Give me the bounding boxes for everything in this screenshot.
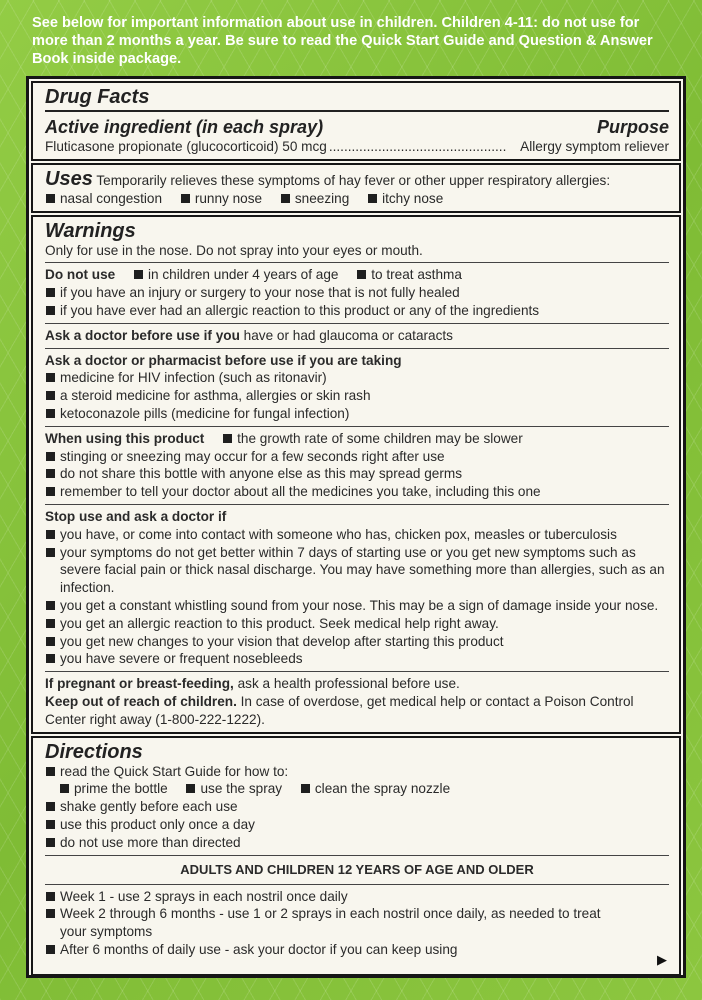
bullet-icon	[46, 654, 55, 663]
direction-item: do not use more than directed	[60, 834, 241, 850]
bullet-icon	[46, 820, 55, 829]
warning-item: you get new changes to your vision that develop after starting this product	[60, 633, 504, 649]
keep-out-text: In case of overdose, get medical help or contact a Poison Control Center right away (1-800-222-1222).	[45, 693, 634, 727]
purpose-text: Allergy symptom reliever	[520, 139, 669, 154]
pregnant-label: If pregnant or breast-feeding,	[45, 676, 234, 692]
bullet-icon	[46, 391, 55, 400]
bullet-icon	[46, 548, 55, 557]
warning-item: if you have ever had an allergic reaction to this product or any of the ingredients	[60, 302, 540, 318]
warnings-heading: Warnings	[45, 219, 136, 242]
bullet-icon	[301, 784, 310, 793]
ask-doctor-block	[45, 327, 669, 345]
warnings-section	[31, 215, 681, 734]
ask-pharmacist-block	[45, 352, 669, 423]
bullet-icon	[46, 909, 55, 918]
bullet-icon	[46, 452, 55, 461]
bullet-icon	[46, 530, 55, 539]
adult-direction-item: After 6 months of daily use - ask your doctor if you can keep using	[60, 941, 458, 957]
adult-direction-item: Week 2 through 6 months - use 1 or 2 sprays in each nostril once daily, as needed to treat your symptoms	[60, 906, 601, 940]
continue-arrow-icon: ▶	[657, 951, 667, 967]
warning-item: ketoconazole pills (medicine for fungal infection)	[60, 405, 350, 421]
warning-item: you have, or come into contact with someone who has, chicken pox, measles or tuberculosis	[60, 526, 617, 542]
uses-heading: Uses	[45, 167, 93, 190]
uses-intro: Temporarily relieves these symptoms of hay fever or other upper respiratory allergies:	[96, 172, 611, 188]
bullet-icon	[46, 373, 55, 382]
use-item: sneezing	[294, 190, 350, 206]
stop-use-block	[45, 508, 669, 668]
bullet-icon	[223, 434, 232, 443]
guide-item: prime the bottle	[74, 781, 168, 797]
warning-item: your symptoms do not get better within 7 days of starting use or you get new symptoms such as severe facial pain or thick nasal discharge. You may have something more than allergies, such as an infection.	[60, 544, 665, 596]
active-ingredient-section	[31, 81, 681, 161]
directions-heading: Directions	[45, 740, 143, 763]
bullet-icon	[368, 194, 377, 203]
warning-item: in children under 4 years of age	[148, 267, 339, 283]
guide-item: clean the spray nozzle	[314, 781, 451, 797]
ingredient-name: Fluticasone propionate (glucocorticoid) 50 mcg	[45, 139, 327, 154]
direction-item: read the Quick Start Guide for how to:	[60, 763, 289, 779]
bullet-icon	[46, 306, 55, 315]
bullet-icon	[46, 194, 55, 203]
warning-item: you get a constant whistling sound from your nose. This may be a sign of damage inside your nose.	[60, 597, 659, 613]
ask-doctor-text: have or had glaucoma or cataracts	[243, 327, 453, 343]
do-not-use-label: Do not use	[45, 267, 116, 283]
warning-item: you have severe or frequent nosebleeds	[60, 651, 303, 667]
keep-out-label: Keep out of reach of children.	[45, 693, 237, 709]
warning-item: remember to tell your doctor about all the medicines you take, including this one	[60, 484, 541, 500]
divider	[45, 504, 669, 505]
pregnant-text: ask a health professional before use.	[237, 676, 460, 692]
banner-notice: See below for important information about use in children. Children 4-11: do not use for more than 2 months a year. Be sure to read the Quick Start Guide and Question & Answer Book inside package.	[32, 15, 653, 67]
directions-section	[31, 736, 681, 976]
leader-dots: ...............................................	[328, 139, 507, 154]
warning-item: the growth rate of some children may be slower	[237, 430, 523, 446]
bullet-icon	[134, 270, 143, 279]
guide-items	[45, 780, 669, 798]
bullet-icon	[46, 619, 55, 628]
bullet-icon	[46, 637, 55, 646]
bullet-icon	[46, 487, 55, 496]
ask-doctor-label: Ask a doctor before use if you	[45, 327, 240, 343]
bullet-icon	[46, 409, 55, 418]
bullet-icon	[46, 802, 55, 811]
uses-list	[45, 190, 669, 208]
bullet-icon	[60, 784, 69, 793]
bullet-icon	[46, 767, 55, 776]
warning-item: do not share this bottle with anyone else as this may spread germs	[60, 466, 462, 482]
warning-item: stinging or sneezing may occur for a few seconds right after use	[60, 448, 445, 464]
direction-item: shake gently before each use	[60, 799, 238, 815]
bullet-icon	[181, 194, 190, 203]
warning-item: if you have an injury or surgery to your nose that is not fully healed	[60, 285, 460, 301]
guide-item: use the spray	[200, 781, 283, 797]
adult-direction-item: Week 1 - use 2 sprays in each nostril once daily	[60, 888, 348, 904]
bullet-icon	[46, 838, 55, 847]
bullet-icon	[46, 469, 55, 478]
divider	[45, 110, 669, 112]
warnings-intro: Only for use in the nose. Do not spray into your eyes or mouth.	[45, 242, 423, 258]
drug-facts-panel	[26, 76, 686, 978]
direction-item: use this product only once a day	[60, 816, 255, 832]
drug-facts-title: Drug Facts	[45, 86, 150, 108]
divider	[45, 262, 669, 263]
when-using-block	[45, 430, 669, 501]
bullet-icon	[46, 601, 55, 610]
divider	[45, 884, 669, 885]
divider	[45, 323, 669, 324]
use-item: runny nose	[194, 190, 263, 206]
bullet-icon	[357, 270, 366, 279]
adults-heading: ADULTS AND CHILDREN 12 YEARS OF AGE AND OLDER	[180, 861, 534, 877]
divider	[45, 671, 669, 672]
divider	[45, 855, 669, 856]
stop-use-label: Stop use and ask a doctor if	[45, 508, 227, 524]
bullet-icon	[46, 945, 55, 954]
warning-item: medicine for HIV infection (such as ritonavir)	[60, 370, 327, 386]
when-using-label: When using this product	[45, 430, 205, 446]
bullet-icon	[186, 784, 195, 793]
warning-item: a steroid medicine for asthma, allergies or skin rash	[60, 388, 371, 404]
use-item: itchy nose	[382, 190, 444, 206]
use-item: nasal congestion	[60, 190, 163, 206]
active-ingredient-heading: Active ingredient (in each spray)	[45, 117, 324, 137]
bullet-icon	[281, 194, 290, 203]
bullet-icon	[46, 288, 55, 297]
keep-out-block	[45, 693, 669, 729]
pregnant-block	[45, 675, 669, 693]
uses-section	[31, 163, 681, 213]
do-not-use-block	[45, 266, 669, 319]
ask-pharmacist-label: Ask a doctor or pharmacist before use if you are taking	[45, 352, 402, 368]
divider	[45, 426, 669, 427]
warning-item: to treat asthma	[371, 267, 462, 283]
bullet-icon	[46, 892, 55, 901]
warning-item: you get an allergic reaction to this product. Seek medical help right away.	[60, 615, 499, 631]
purpose-heading: Purpose	[596, 117, 669, 137]
divider	[45, 348, 669, 349]
